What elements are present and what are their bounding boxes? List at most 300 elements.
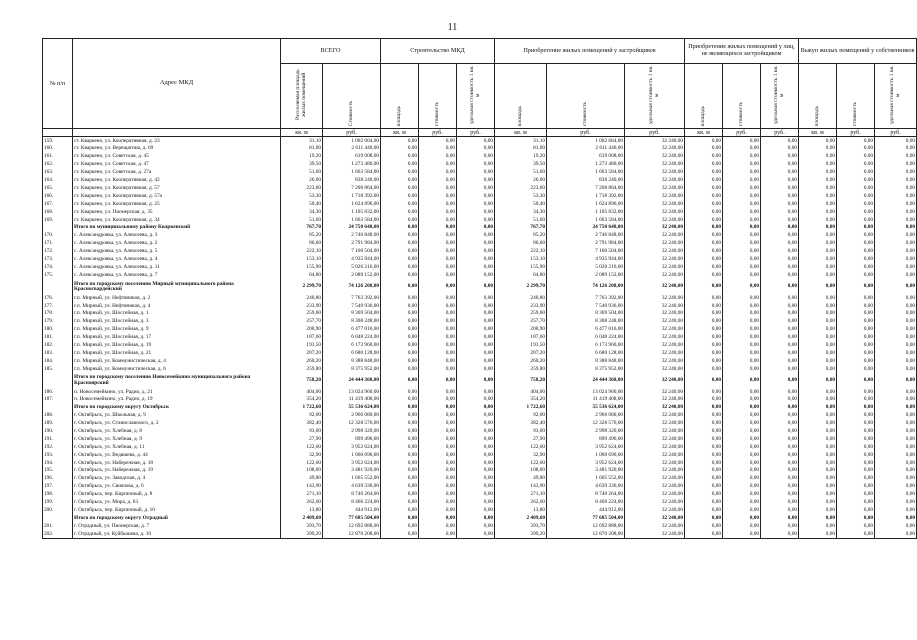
value-cell: 0,00 bbox=[419, 530, 457, 538]
value-cell: 0,00 bbox=[799, 256, 837, 264]
subcol-header bbox=[495, 64, 547, 129]
value-cell: 0,00 bbox=[837, 530, 875, 538]
value-cell: 32 240,00 bbox=[625, 310, 685, 318]
subcol-header-label: Расселяемая площадь жилых помещений bbox=[294, 69, 307, 121]
address-cell: с. Александровка, ул. Алексеева, д. 5 bbox=[73, 248, 281, 256]
value-cell: 0,00 bbox=[799, 420, 837, 428]
value-cell: 0,00 bbox=[419, 200, 457, 208]
value-cell: 0,00 bbox=[837, 232, 875, 240]
value-cell: 0,00 bbox=[837, 240, 875, 248]
value-cell: 0,00 bbox=[799, 279, 837, 294]
value-cell: 240,80 bbox=[281, 294, 323, 302]
value-cell: 257,70 bbox=[495, 318, 547, 326]
table-row bbox=[43, 248, 917, 256]
value-cell: 0,00 bbox=[419, 373, 457, 388]
value-cell: 0,00 bbox=[837, 177, 875, 185]
value-cell: 0,00 bbox=[457, 193, 495, 201]
value-cell: 0,00 bbox=[799, 483, 837, 491]
value-cell: 2 611 440,00 bbox=[547, 145, 625, 153]
subcol-header bbox=[547, 64, 625, 129]
value-cell: 7 763 392,00 bbox=[323, 294, 381, 302]
row-number: 183. bbox=[43, 350, 73, 358]
table-row bbox=[43, 256, 917, 264]
value-cell: 0,00 bbox=[761, 499, 799, 507]
value-cell: 50,40 bbox=[495, 200, 547, 208]
value-cell: 0,00 bbox=[761, 451, 799, 459]
value-cell: 0,00 bbox=[723, 302, 761, 310]
address-cell: ст. Кваркено, ул. Кооперативная, д. 57 bbox=[73, 185, 281, 193]
value-cell: 0,00 bbox=[799, 388, 837, 396]
value-cell: 3 952 624,00 bbox=[323, 459, 381, 467]
value-cell: 51,60 bbox=[281, 216, 323, 224]
value-cell: 6 477 016,00 bbox=[323, 326, 381, 334]
row-number: 190. bbox=[43, 428, 73, 436]
value-cell: 3 481 920,00 bbox=[547, 467, 625, 475]
value-cell: 0,00 bbox=[685, 443, 723, 451]
value-cell: 0,00 bbox=[685, 334, 723, 342]
value-cell: 0,00 bbox=[457, 279, 495, 294]
value-cell: 0,00 bbox=[761, 357, 799, 365]
group-header-purchase-non-developers: Приобретение жилых помещений у лиц, не являющихся застройщиком bbox=[685, 39, 799, 64]
value-cell: 0,00 bbox=[381, 200, 419, 208]
value-cell: 12 328 576,00 bbox=[323, 420, 381, 428]
value-cell: 0,00 bbox=[419, 153, 457, 161]
value-cell: 32 240,00 bbox=[625, 302, 685, 310]
value-cell: 32 240,00 bbox=[625, 224, 685, 232]
address-cell: ст. Кваркено, ул. Кооперативная, д. 34 bbox=[73, 216, 281, 224]
group-header-construction: Строительство МКД bbox=[381, 39, 495, 64]
value-cell: 259,60 bbox=[281, 310, 323, 318]
value-cell: 0,00 bbox=[761, 459, 799, 467]
value-cell: 0,00 bbox=[837, 271, 875, 279]
value-cell: 4 935 944,00 bbox=[323, 256, 381, 264]
value-cell: 0,00 bbox=[685, 193, 723, 201]
table-row bbox=[43, 318, 917, 326]
value-cell: 8 466 224,00 bbox=[323, 499, 381, 507]
address-cell: г.п. Мирный, ул. Шоссейная, д. 17 bbox=[73, 334, 281, 342]
value-cell: 0,00 bbox=[381, 240, 419, 248]
row-number: 195. bbox=[43, 467, 73, 475]
value-cell: 0,00 bbox=[723, 326, 761, 334]
value-cell: 0,00 bbox=[457, 491, 495, 499]
value-cell: 155,90 bbox=[281, 264, 323, 272]
value-cell: 0,00 bbox=[685, 412, 723, 420]
value-cell: 0,00 bbox=[875, 522, 917, 530]
value-cell: 0,00 bbox=[419, 350, 457, 358]
value-cell: 0,00 bbox=[875, 491, 917, 499]
value-cell: 444 912,00 bbox=[323, 507, 381, 515]
value-cell: 39,50 bbox=[495, 161, 547, 169]
table-row bbox=[43, 294, 917, 302]
value-cell: 0,00 bbox=[761, 436, 799, 444]
subcol-header-label: площадь bbox=[516, 105, 523, 126]
value-cell: 0,00 bbox=[381, 404, 419, 412]
value-cell: 143,90 bbox=[281, 483, 323, 491]
row-number: 187. bbox=[43, 396, 73, 404]
value-cell: 0,00 bbox=[875, 177, 917, 185]
value-cell: 0,00 bbox=[685, 483, 723, 491]
value-cell: 3 952 624,00 bbox=[547, 443, 625, 451]
value-cell: 155,90 bbox=[495, 264, 547, 272]
subcol-header bbox=[875, 64, 917, 129]
value-cell: 0,00 bbox=[837, 507, 875, 515]
value-cell: 399,20 bbox=[281, 530, 323, 538]
value-cell: 0,00 bbox=[419, 302, 457, 310]
table-row bbox=[43, 388, 917, 396]
value-cell: 51,60 bbox=[495, 169, 547, 177]
value-cell: 0,00 bbox=[799, 185, 837, 193]
value-cell: 24 444 368,00 bbox=[323, 373, 381, 388]
value-cell: 0,00 bbox=[875, 483, 917, 491]
row-number: 199. bbox=[43, 499, 73, 507]
subcol-header-label: стоимость bbox=[433, 101, 440, 126]
value-cell: 8 740 264,00 bbox=[323, 491, 381, 499]
value-cell: 0,00 bbox=[799, 224, 837, 232]
value-cell: 0,00 bbox=[723, 404, 761, 412]
table-row bbox=[43, 169, 917, 177]
value-cell: 0,00 bbox=[381, 499, 419, 507]
value-cell: 0,00 bbox=[419, 388, 457, 396]
value-cell: 1 663 584,00 bbox=[547, 169, 625, 177]
value-cell: 0,00 bbox=[837, 342, 875, 350]
address-cell: ст. Кваркено, ул. Верещагина, д. 69 bbox=[73, 145, 281, 153]
value-cell: 0,00 bbox=[723, 530, 761, 538]
value-cell: 200,90 bbox=[495, 326, 547, 334]
table-row bbox=[43, 491, 917, 499]
value-cell: 92,00 bbox=[495, 412, 547, 420]
subcol-header-label: удельная стоимость 1 кв. м bbox=[647, 65, 660, 125]
value-cell: 2 746 848,00 bbox=[323, 232, 381, 240]
row-number: 160. bbox=[43, 145, 73, 153]
value-cell: 0,00 bbox=[457, 185, 495, 193]
row-number: 180. bbox=[43, 326, 73, 334]
value-cell: 51,60 bbox=[495, 216, 547, 224]
row-number: 194. bbox=[43, 459, 73, 467]
value-cell: 0,00 bbox=[723, 373, 761, 388]
value-cell: 0,00 bbox=[685, 499, 723, 507]
row-number bbox=[43, 404, 73, 412]
address-cell: г. Отрадный, ул. Куйбышева, д. 10 bbox=[73, 530, 281, 538]
value-cell: 0,00 bbox=[381, 443, 419, 451]
value-cell: 153,10 bbox=[495, 256, 547, 264]
value-cell: 0,00 bbox=[685, 216, 723, 224]
value-cell: 0,00 bbox=[457, 137, 495, 145]
table-row bbox=[43, 232, 917, 240]
row-number: 178. bbox=[43, 310, 73, 318]
value-cell: 0,00 bbox=[685, 326, 723, 334]
value-cell: 262,60 bbox=[281, 499, 323, 507]
table-row bbox=[43, 342, 917, 350]
value-cell: 0,00 bbox=[723, 443, 761, 451]
value-cell: 0,00 bbox=[761, 443, 799, 451]
value-cell: 0,00 bbox=[875, 451, 917, 459]
value-cell: 0,00 bbox=[837, 475, 875, 483]
value-cell: 32 240,00 bbox=[625, 193, 685, 201]
value-cell: 0,00 bbox=[457, 428, 495, 436]
col-header-row-number: № п/п bbox=[43, 39, 73, 129]
value-cell: 0,00 bbox=[419, 420, 457, 428]
value-cell: 0,00 bbox=[875, 161, 917, 169]
row-number bbox=[43, 514, 73, 522]
value-cell: 0,00 bbox=[723, 240, 761, 248]
value-cell: 32 240,00 bbox=[625, 169, 685, 177]
value-cell: 0,00 bbox=[875, 145, 917, 153]
row-number bbox=[43, 373, 73, 388]
value-cell: 0,00 bbox=[837, 302, 875, 310]
value-cell: 0,00 bbox=[875, 137, 917, 145]
subcol-header bbox=[281, 64, 323, 129]
value-cell: 0,00 bbox=[761, 404, 799, 412]
value-cell: 0,00 bbox=[457, 208, 495, 216]
value-cell: 32 240,00 bbox=[625, 279, 685, 294]
value-cell: 0,00 bbox=[419, 499, 457, 507]
value-cell: 77 685 504,00 bbox=[547, 514, 625, 522]
value-cell: 0,00 bbox=[685, 161, 723, 169]
value-cell: 8 375 952,00 bbox=[547, 365, 625, 373]
value-cell: 0,00 bbox=[723, 145, 761, 153]
value-cell: 0,00 bbox=[761, 396, 799, 404]
value-cell: 12 328 576,00 bbox=[547, 420, 625, 428]
value-cell: 0,00 bbox=[761, 373, 799, 388]
address-cell: г. Октябрьск, пер. Кирпичный, д. 10 bbox=[73, 507, 281, 515]
value-cell: 0,00 bbox=[685, 514, 723, 522]
value-cell: 354,20 bbox=[281, 396, 323, 404]
row-number: 200. bbox=[43, 507, 73, 515]
value-cell: 0,00 bbox=[457, 294, 495, 302]
value-cell: 32 240,00 bbox=[625, 264, 685, 272]
row-number: 186. bbox=[43, 388, 73, 396]
table-row bbox=[43, 137, 917, 145]
value-cell: 0,00 bbox=[837, 153, 875, 161]
value-cell: 0,00 bbox=[381, 208, 419, 216]
value-cell: 0,00 bbox=[685, 404, 723, 412]
unit-label: кв. м bbox=[281, 129, 323, 137]
value-cell: 0,00 bbox=[419, 491, 457, 499]
value-cell: 0,00 bbox=[419, 248, 457, 256]
value-cell: 32 240,00 bbox=[625, 436, 685, 444]
value-cell: 0,00 bbox=[837, 514, 875, 522]
housing-resettlement-table bbox=[42, 38, 917, 539]
value-cell: 0,00 bbox=[875, 350, 917, 358]
address-cell: п. Новосемейкино, ул. Радио, д. 19 bbox=[73, 396, 281, 404]
value-cell: 0,00 bbox=[419, 404, 457, 412]
unit-label: кв. м bbox=[495, 129, 547, 137]
value-cell: 32 240,00 bbox=[625, 507, 685, 515]
value-cell: 0,00 bbox=[419, 483, 457, 491]
value-cell: 0,00 bbox=[457, 404, 495, 412]
value-cell: 0,00 bbox=[761, 522, 799, 530]
value-cell: 0,00 bbox=[419, 310, 457, 318]
value-cell: 0,00 bbox=[837, 248, 875, 256]
value-cell: 153,10 bbox=[281, 256, 323, 264]
value-cell: 32 240,00 bbox=[625, 153, 685, 161]
value-cell: 0,00 bbox=[381, 271, 419, 279]
value-cell: 0,00 bbox=[799, 451, 837, 459]
value-cell: 0,00 bbox=[837, 388, 875, 396]
value-cell: 0,00 bbox=[723, 208, 761, 216]
row-number: 176. bbox=[43, 294, 73, 302]
unit-label: руб. bbox=[547, 129, 625, 137]
value-cell: 0,00 bbox=[761, 318, 799, 326]
value-cell: 767,70 bbox=[495, 224, 547, 232]
subcol-header-label: стоимость bbox=[581, 101, 588, 126]
table-row bbox=[43, 507, 917, 515]
address-cell: с. Александровка, ул. Алексеева, д. 2 bbox=[73, 240, 281, 248]
value-cell: 233,90 bbox=[495, 302, 547, 310]
value-cell: 0,00 bbox=[875, 404, 917, 412]
value-cell: 0,00 bbox=[419, 240, 457, 248]
value-cell: 0,00 bbox=[875, 326, 917, 334]
value-cell: 2 409,60 bbox=[495, 514, 547, 522]
value-cell: 0,00 bbox=[837, 169, 875, 177]
subtotal-row bbox=[43, 404, 917, 412]
value-cell: 2 089 152,00 bbox=[547, 271, 625, 279]
value-cell: 382,40 bbox=[281, 420, 323, 428]
value-cell: 32 240,00 bbox=[625, 137, 685, 145]
value-cell: 0,00 bbox=[723, 185, 761, 193]
subcol-header bbox=[685, 64, 723, 129]
value-cell: 92,00 bbox=[281, 412, 323, 420]
value-cell: 0,00 bbox=[723, 224, 761, 232]
row-number: 181. bbox=[43, 334, 73, 342]
value-cell: 0,00 bbox=[381, 264, 419, 272]
value-cell: 271,10 bbox=[281, 491, 323, 499]
value-cell: 0,00 bbox=[799, 326, 837, 334]
address-cell: г. Октябрьск, ул. Свиязова, д. 6 bbox=[73, 483, 281, 491]
value-cell: 55 536 624,00 bbox=[323, 404, 381, 412]
value-cell: 7 208 864,00 bbox=[323, 185, 381, 193]
value-cell: 0,00 bbox=[685, 357, 723, 365]
value-cell: 1 060 696,00 bbox=[323, 451, 381, 459]
value-cell: 0,00 bbox=[837, 145, 875, 153]
value-cell: 0,00 bbox=[685, 507, 723, 515]
row-number: 167. bbox=[43, 200, 73, 208]
table-row bbox=[43, 185, 917, 193]
value-cell: 0,00 bbox=[723, 412, 761, 420]
value-cell: 0,00 bbox=[723, 161, 761, 169]
value-cell: 32,90 bbox=[495, 451, 547, 459]
value-cell: 0,00 bbox=[685, 373, 723, 388]
value-cell: 0,00 bbox=[419, 507, 457, 515]
value-cell: 49,80 bbox=[495, 475, 547, 483]
value-cell: 6 048 224,00 bbox=[323, 334, 381, 342]
unit-label: кв. м bbox=[381, 129, 419, 137]
value-cell: 767,70 bbox=[281, 224, 323, 232]
value-cell: 0,00 bbox=[457, 357, 495, 365]
value-cell: 0,00 bbox=[457, 507, 495, 515]
value-cell: 0,00 bbox=[457, 396, 495, 404]
value-cell: 2 998 320,00 bbox=[547, 428, 625, 436]
value-cell: 19,20 bbox=[281, 153, 323, 161]
value-cell: 0,00 bbox=[457, 412, 495, 420]
value-cell: 1 273 480,00 bbox=[547, 161, 625, 169]
value-cell: 0,00 bbox=[457, 483, 495, 491]
value-cell: 0,00 bbox=[799, 264, 837, 272]
address-cell: г.п. Мирный, ул. Коммунистическая, д. 6 bbox=[73, 365, 281, 373]
value-cell: 0,00 bbox=[685, 436, 723, 444]
value-cell: 0,00 bbox=[419, 193, 457, 201]
value-cell: 0,00 bbox=[837, 404, 875, 412]
value-cell: 0,00 bbox=[723, 436, 761, 444]
address-cell: ст. Кваркено, ул. Советская, д. 47 bbox=[73, 161, 281, 169]
value-cell: 32 240,00 bbox=[625, 443, 685, 451]
units-spacer bbox=[73, 129, 281, 137]
value-cell: 0,00 bbox=[419, 177, 457, 185]
value-cell: 0,00 bbox=[799, 216, 837, 224]
value-cell: 32 240,00 bbox=[625, 294, 685, 302]
value-cell: 0,00 bbox=[381, 475, 419, 483]
value-cell: 0,00 bbox=[381, 302, 419, 310]
value-cell: 233,90 bbox=[281, 302, 323, 310]
address-cell: г.п. Мирный, ул. Нефтяников, д. 4 bbox=[73, 302, 281, 310]
address-cell: ст. Кваркено, ул. Кооперативная, д. 57а bbox=[73, 193, 281, 201]
value-cell: 619 008,00 bbox=[323, 153, 381, 161]
value-cell: 1 718 392,00 bbox=[323, 193, 381, 201]
address-cell: г. Октябрьск, ул. Заводская, д. 4 bbox=[73, 475, 281, 483]
value-cell: 0,00 bbox=[837, 451, 875, 459]
value-cell: 0,00 bbox=[723, 334, 761, 342]
value-cell: 0,00 bbox=[875, 475, 917, 483]
row-number: 185. bbox=[43, 365, 73, 373]
value-cell: 12 692 888,00 bbox=[323, 522, 381, 530]
row-number: 169. bbox=[43, 216, 73, 224]
value-cell: 0,00 bbox=[457, 248, 495, 256]
value-cell: 0,00 bbox=[723, 279, 761, 294]
value-cell: 0,00 bbox=[761, 294, 799, 302]
row-number bbox=[43, 224, 73, 232]
value-cell: 0,00 bbox=[419, 137, 457, 145]
value-cell: 0,00 bbox=[457, 271, 495, 279]
value-cell: 0,00 bbox=[381, 232, 419, 240]
address-cell: г.п. Мирный, ул. Нефтяников, д. 2 bbox=[73, 294, 281, 302]
value-cell: 32 240,00 bbox=[625, 240, 685, 248]
value-cell: 81,00 bbox=[495, 145, 547, 153]
value-cell: 0,00 bbox=[875, 294, 917, 302]
subcol-header bbox=[761, 64, 799, 129]
value-cell: 32 240,00 bbox=[625, 271, 685, 279]
value-cell: 0,00 bbox=[799, 232, 837, 240]
value-cell: 1 605 552,00 bbox=[547, 475, 625, 483]
subcol-header-label: удельная стоимость 1 кв. м bbox=[772, 65, 785, 125]
value-cell: 32 240,00 bbox=[625, 177, 685, 185]
value-cell: 0,00 bbox=[685, 451, 723, 459]
value-cell: 0,00 bbox=[457, 256, 495, 264]
value-cell: 0,00 bbox=[761, 310, 799, 318]
value-cell: 0,00 bbox=[799, 334, 837, 342]
value-cell: 0,00 bbox=[685, 350, 723, 358]
value-cell: 0,00 bbox=[875, 459, 917, 467]
value-cell: 6 477 016,00 bbox=[547, 326, 625, 334]
value-cell: 0,00 bbox=[685, 208, 723, 216]
value-cell: 0,00 bbox=[381, 491, 419, 499]
value-cell: 32 240,00 bbox=[625, 350, 685, 358]
value-cell: 0,00 bbox=[381, 436, 419, 444]
subcol-header-label: стоимость bbox=[851, 101, 858, 126]
value-cell: 0,00 bbox=[761, 169, 799, 177]
subcol-header bbox=[381, 64, 419, 129]
value-cell: 0,00 bbox=[761, 224, 799, 232]
value-cell: 0,00 bbox=[875, 264, 917, 272]
value-cell: 0,00 bbox=[837, 522, 875, 530]
value-cell: 32 240,00 bbox=[625, 373, 685, 388]
value-cell: 0,00 bbox=[381, 373, 419, 388]
value-cell: 0,00 bbox=[723, 232, 761, 240]
value-cell: 2 409,60 bbox=[281, 514, 323, 522]
value-cell: 0,00 bbox=[761, 491, 799, 499]
value-cell: 1 624 896,00 bbox=[323, 200, 381, 208]
table-row bbox=[43, 459, 917, 467]
value-cell: 0,00 bbox=[837, 483, 875, 491]
